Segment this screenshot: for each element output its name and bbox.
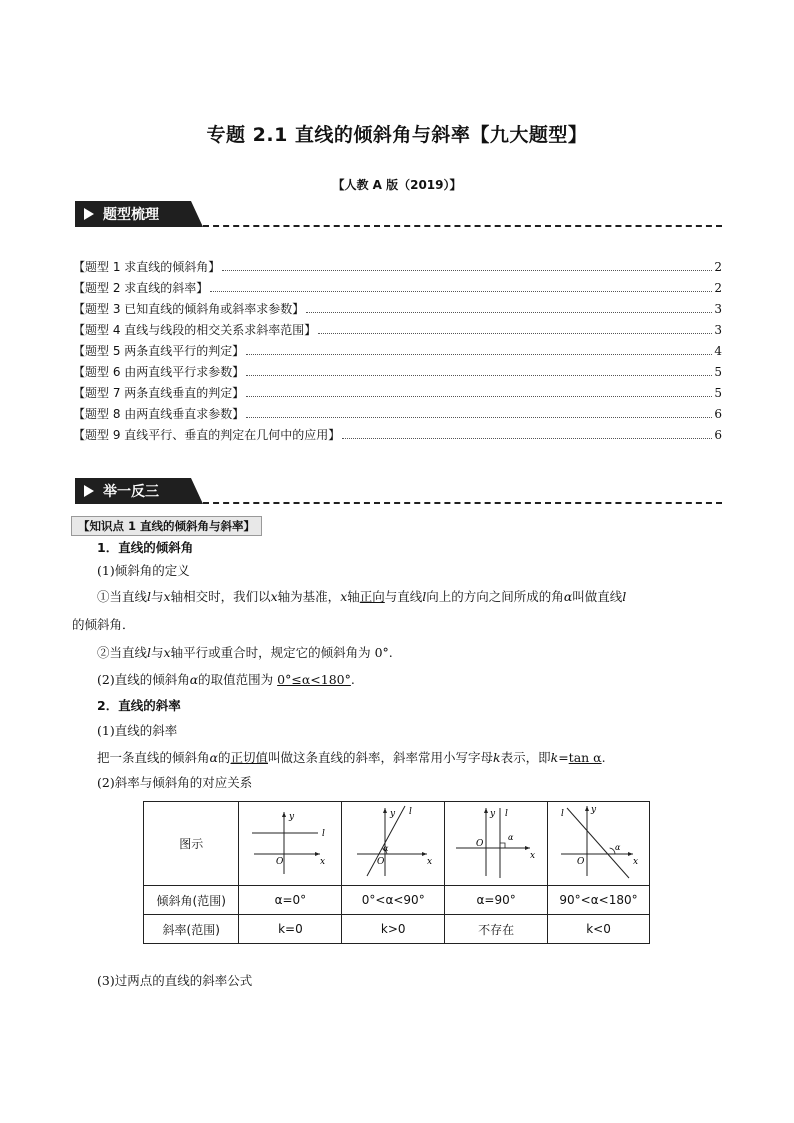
toc-label: 【题型 4 直线与线段的相交关系求斜率范围】 xyxy=(73,323,317,337)
toc-leader xyxy=(246,375,712,376)
subheading-definition: (1)倾斜角的定义 xyxy=(97,563,190,578)
diagram-cell xyxy=(445,802,548,886)
angle-cell: α=0° xyxy=(239,886,342,915)
toc-item[interactable] xyxy=(73,279,722,300)
slope-cell: k<0 xyxy=(548,915,650,944)
subheading-slope: (1)直线的斜率 xyxy=(97,723,178,738)
toc-leader xyxy=(246,396,712,397)
toc-label: 【题型 9 直线平行、垂直的判定在几何中的应用】 xyxy=(73,428,341,442)
play-triangle-icon xyxy=(84,485,94,497)
svg-text:α: α xyxy=(383,844,389,853)
svg-text:α: α xyxy=(508,833,514,842)
page-subtitle: 【人教 A 版（2019）】 xyxy=(332,178,462,192)
svg-text:O: O xyxy=(377,857,385,867)
toc-label: 【题型 5 两条直线平行的判定】 xyxy=(73,344,245,358)
paragraph-range: (2)直线的倾斜角α的取值范围为 0°≤α<180°. xyxy=(97,672,355,687)
slope-cell: k>0 xyxy=(342,915,445,944)
svg-text:l: l xyxy=(322,829,326,839)
toc-leader xyxy=(318,333,712,334)
toc-item[interactable] xyxy=(73,363,722,384)
svg-text:y: y xyxy=(390,809,396,819)
toc-label: 【题型 1 求直线的倾斜角】 xyxy=(73,260,221,274)
graph-horizontal-line xyxy=(240,802,340,882)
row-label-angle: 倾斜角(范围) xyxy=(144,886,239,915)
toc-page: 4 xyxy=(714,344,722,358)
svg-text:x: x xyxy=(427,857,433,867)
toc-label: 【题型 7 两条直线垂直的判定】 xyxy=(73,386,245,400)
paragraph-definition-2: ②当直线l与x轴平行或重合时，规定它的倾斜角为 0°. xyxy=(97,645,393,660)
toc-page: 2 xyxy=(714,281,722,295)
svg-text:O: O xyxy=(276,857,284,867)
toc-label: 【题型 3 已知直线的倾斜角或斜率求参数】 xyxy=(73,302,305,316)
paragraph-slope-definition: 把一条直线的倾斜角α的正切值叫做这条直线的斜率，斜率常用小写字母k表示，即k=tan α. xyxy=(97,750,606,765)
toc-item[interactable] xyxy=(73,426,722,447)
svg-text:O: O xyxy=(576,857,584,867)
graph-negative-slope xyxy=(549,802,649,882)
toc-leader xyxy=(306,312,712,313)
table-of-contents xyxy=(73,258,722,447)
svg-text:y: y xyxy=(490,809,496,819)
angle-cell: 0°<α<90° xyxy=(342,886,445,915)
svg-text:l: l xyxy=(409,807,413,817)
svg-text:x: x xyxy=(632,857,638,867)
toc-label: 【题型 2 求直线的斜率】 xyxy=(73,281,209,295)
toc-item[interactable] xyxy=(73,321,722,342)
svg-text:x: x xyxy=(320,857,326,867)
slope-cell: 不存在 xyxy=(445,915,548,944)
svg-text:y: y xyxy=(289,812,295,822)
graph-positive-slope xyxy=(343,802,443,882)
svg-text:O: O xyxy=(476,839,484,849)
toc-item[interactable] xyxy=(73,258,722,279)
graph-vertical-line xyxy=(446,802,546,882)
toc-leader xyxy=(246,417,712,418)
paragraph-definition-1-cont: 的倾斜角． xyxy=(72,617,135,632)
knowledge-point-header: 【知识点 1 直线的倾斜角与斜率】 xyxy=(71,516,262,536)
angle-cell: 90°<α<180° xyxy=(548,886,650,915)
slope-cell: k=0 xyxy=(239,915,342,944)
subheading-two-point-formula: (3)过两点的直线的斜率公式 xyxy=(97,973,253,988)
svg-text:α: α xyxy=(614,843,620,852)
section-banner-practice xyxy=(75,478,722,506)
toc-leader xyxy=(246,354,712,355)
slope-angle-table xyxy=(143,801,650,944)
heading-slope: 2．直线的斜率 xyxy=(97,698,181,713)
section-banner-topics xyxy=(75,201,722,229)
toc-item[interactable] xyxy=(73,384,722,405)
toc-page: 5 xyxy=(714,365,722,379)
row-label-diagram: 图示 xyxy=(144,802,239,886)
toc-label: 【题型 6 由两直线平行求参数】 xyxy=(73,365,245,379)
diagram-cell xyxy=(239,802,342,886)
paragraph-definition-1: ①当直线l与x轴相交时，我们以x轴为基准，x轴正向与直线l向上的方向之间所成的角α叫做直线l xyxy=(97,589,627,604)
toc-leader xyxy=(222,270,712,271)
toc-page: 6 xyxy=(714,407,722,421)
svg-text:x: x xyxy=(530,851,536,861)
toc-page: 3 xyxy=(714,302,722,316)
svg-text:l: l xyxy=(505,809,508,819)
diagram-cell xyxy=(548,802,650,886)
toc-leader xyxy=(210,291,712,292)
angle-cell: α=90° xyxy=(445,886,548,915)
svg-text:y: y xyxy=(590,805,596,815)
banner-title: 题型梳理 xyxy=(103,207,159,223)
toc-label: 【题型 8 由两直线垂直求参数】 xyxy=(73,407,245,421)
toc-item[interactable] xyxy=(73,342,722,363)
toc-item[interactable] xyxy=(73,300,722,321)
toc-item[interactable] xyxy=(73,405,722,426)
page-title: 专题 2.1 直线的倾斜角与斜率【九大题型】 xyxy=(206,124,588,146)
toc-page: 6 xyxy=(714,428,722,442)
toc-page: 5 xyxy=(714,386,722,400)
banner-dash-line xyxy=(203,225,722,227)
toc-page: 2 xyxy=(714,260,722,274)
toc-page: 3 xyxy=(714,323,722,337)
banner-dash-line xyxy=(203,502,722,504)
subheading-correspondence: (2)斜率与倾斜角的对应关系 xyxy=(97,775,253,790)
play-triangle-icon xyxy=(84,208,94,220)
banner-title: 举一反三 xyxy=(103,484,159,500)
toc-leader xyxy=(342,438,712,439)
diagram-cell xyxy=(342,802,445,886)
svg-text:l: l xyxy=(560,809,564,819)
heading-inclination: 1．直线的倾斜角 xyxy=(97,540,194,555)
row-label-slope: 斜率(范围) xyxy=(144,915,239,944)
